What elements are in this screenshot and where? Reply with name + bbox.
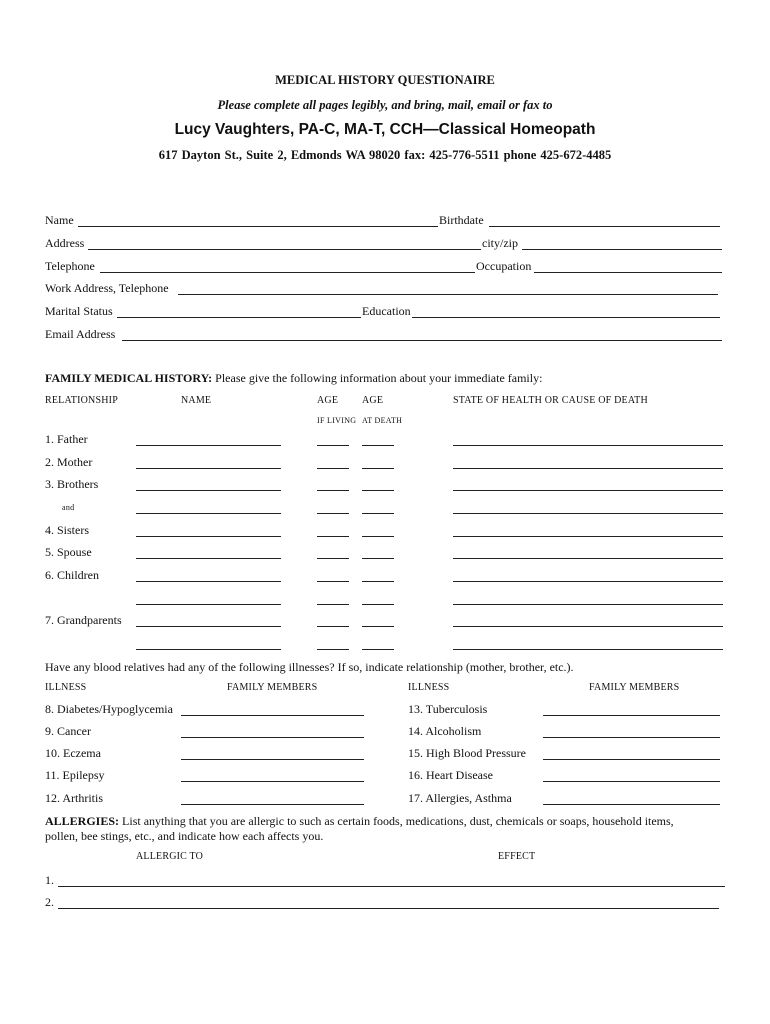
family-members-left-field[interactable] [181,737,364,738]
illness-left-label: 9. Cancer [45,724,91,738]
sub-at-death: AT DEATH [362,416,403,425]
allergy-item-1-label: 1. [45,873,54,887]
family-name-field[interactable] [136,445,281,446]
illness-right-label: 15. High Blood Pressure [408,746,526,760]
age-death-field[interactable] [362,581,394,582]
family-members-right-field[interactable] [543,737,720,738]
practitioner-contact: 617 Dayton St., Suite 2, Edmonds WA 98020 fax: 425-776-5511 phone 425-672-4485 [158,148,612,162]
email-field[interactable] [122,340,722,341]
illness-question: Have any blood relatives had any of the following illnesses? If so, indicate relationship (mother, brother, etc.). [45,660,574,674]
state-of-health-field[interactable] [453,468,723,469]
age-living-field[interactable] [317,626,349,627]
allergy-item-1-field[interactable] [58,886,725,887]
allergies-heading: ALLERGIES: [45,814,120,828]
marital-field[interactable] [117,317,361,318]
family-members-right-field[interactable] [543,781,720,782]
family-members-right-field[interactable] [543,715,720,716]
family-history-heading [45,371,542,386]
age-living-field[interactable] [317,445,349,446]
col-name: NAME [181,395,212,406]
practitioner-name: Lucy Vaughters, PA-C, MA-T, CCH—Classical Homeopath [174,121,596,138]
col-relationship: RELATIONSHIP [45,395,118,406]
illness-left-label: 11. Epilepsy [45,768,105,782]
family-name-field[interactable] [136,604,281,605]
state-of-health-field[interactable] [453,558,723,559]
illness-right-label: 13. Tuberculosis [408,702,488,716]
age-death-field[interactable] [362,445,394,446]
family-members-right-field[interactable] [543,759,720,760]
city-zip-field[interactable] [522,249,722,250]
age-living-field[interactable] [317,604,349,605]
illness-left-label: 8. Diabetes/Hypoglycemia [45,702,173,716]
allergies-text1: List anything that you are allergic to such as certain foods, medications, dust, chemicals or soaps, household items, [122,814,674,828]
age-death-field[interactable] [362,558,394,559]
family-row-label: and [62,503,75,512]
email-label: Email Address [45,327,116,341]
family-name-field[interactable] [136,626,281,627]
birthdate-label: Birthdate [439,213,484,227]
sub-if-living: IF LIVING [317,416,357,425]
telephone-label: Telephone [45,259,95,273]
work-label: Work Address, Telephone [45,281,169,295]
state-of-health-field[interactable] [453,536,723,537]
family-row-label: 7. Grandparents [45,613,122,627]
family-members-left-field[interactable] [181,781,364,782]
col-age-living: AGE [317,395,339,406]
family-name-field[interactable] [136,558,281,559]
age-death-field[interactable] [362,536,394,537]
age-death-field[interactable] [362,604,394,605]
family-members-left-field[interactable] [181,715,364,716]
occupation-field[interactable] [534,272,722,273]
birthdate-field[interactable] [489,226,720,227]
name-field[interactable] [78,226,438,227]
name-label: Name [45,213,74,227]
age-living-field[interactable] [317,649,349,650]
illness-right-label: 17. Allergies, Asthma [408,791,512,805]
family-row-label: 3. Brothers [45,477,99,491]
family-members-left-field[interactable] [181,759,364,760]
col-state-of-health: STATE OF HEALTH OR CAUSE OF DEATH [453,395,648,406]
family-name-field[interactable] [136,490,281,491]
age-living-field[interactable] [317,490,349,491]
age-death-field[interactable] [362,468,394,469]
family-name-field[interactable] [136,513,281,514]
education-label: Education [362,304,411,318]
family-row-label: 1. Father [45,432,88,446]
telephone-field[interactable] [100,272,475,273]
education-field[interactable] [412,317,720,318]
age-living-field[interactable] [317,581,349,582]
family-members-left-field[interactable] [181,804,364,805]
state-of-health-field[interactable] [453,445,723,446]
family-row-label: 4. Sisters [45,523,90,537]
age-death-field[interactable] [362,649,394,650]
family-members-right-field[interactable] [543,804,720,805]
city-zip-label: city/zip [482,236,518,250]
age-death-field[interactable] [362,490,394,491]
illness-left-label: 10. Eczema [45,746,101,760]
age-living-field[interactable] [317,536,349,537]
family-row-label: 6. Children [45,568,99,582]
family-row-label: 2. Mother [45,455,93,469]
col-illness-right: ILLNESS [408,682,450,693]
illness-left-label: 12. Arthritis [45,791,104,805]
family-name-field[interactable] [136,649,281,650]
state-of-health-field[interactable] [453,581,723,582]
family-history-title: FAMILY MEDICAL HISTORY: [45,371,213,385]
address-field[interactable] [88,249,481,250]
form-subtitle: Please complete all pages legibly, and bring, mail, email or fax to [217,98,553,112]
col-illness-left: ILLNESS [45,682,87,693]
state-of-health-field[interactable] [453,626,723,627]
col-age-death: AGE [362,395,384,406]
family-row-label: 5. Spouse [45,545,92,559]
family-name-field[interactable] [136,536,281,537]
age-living-field[interactable] [317,513,349,514]
age-living-field[interactable] [317,558,349,559]
col-allergic-to: ALLERGIC TO [136,851,204,862]
family-name-field[interactable] [136,468,281,469]
allergies-line1 [45,814,674,829]
state-of-health-field[interactable] [453,649,723,650]
age-death-field[interactable] [362,513,394,514]
illness-right-label: 14. Alcoholism [408,724,482,738]
state-of-health-field[interactable] [453,604,723,605]
marital-label: Marital Status [45,304,113,318]
age-living-field[interactable] [317,468,349,469]
allergy-item-2-field[interactable] [58,908,719,909]
col-effect: EFFECT [498,851,536,862]
occupation-label: Occupation [476,259,532,273]
state-of-health-field[interactable] [453,490,723,491]
col-family-right: FAMILY MEMBERS [589,682,680,693]
family-history-intro: Please give the following information about your immediate family: [215,371,543,385]
form-title: MEDICAL HISTORY QUESTIONAIRE [275,73,495,87]
allergy-item-2-label: 2. [45,895,54,909]
col-family-left: FAMILY MEMBERS [227,682,318,693]
work-field[interactable] [178,294,718,295]
family-name-field[interactable] [136,581,281,582]
illness-right-label: 16. Heart Disease [408,768,493,782]
allergies-text2: pollen, bee stings, etc., and indicate how each affects you. [45,829,324,843]
age-death-field[interactable] [362,626,394,627]
state-of-health-field[interactable] [453,513,723,514]
address-label: Address [45,236,85,250]
